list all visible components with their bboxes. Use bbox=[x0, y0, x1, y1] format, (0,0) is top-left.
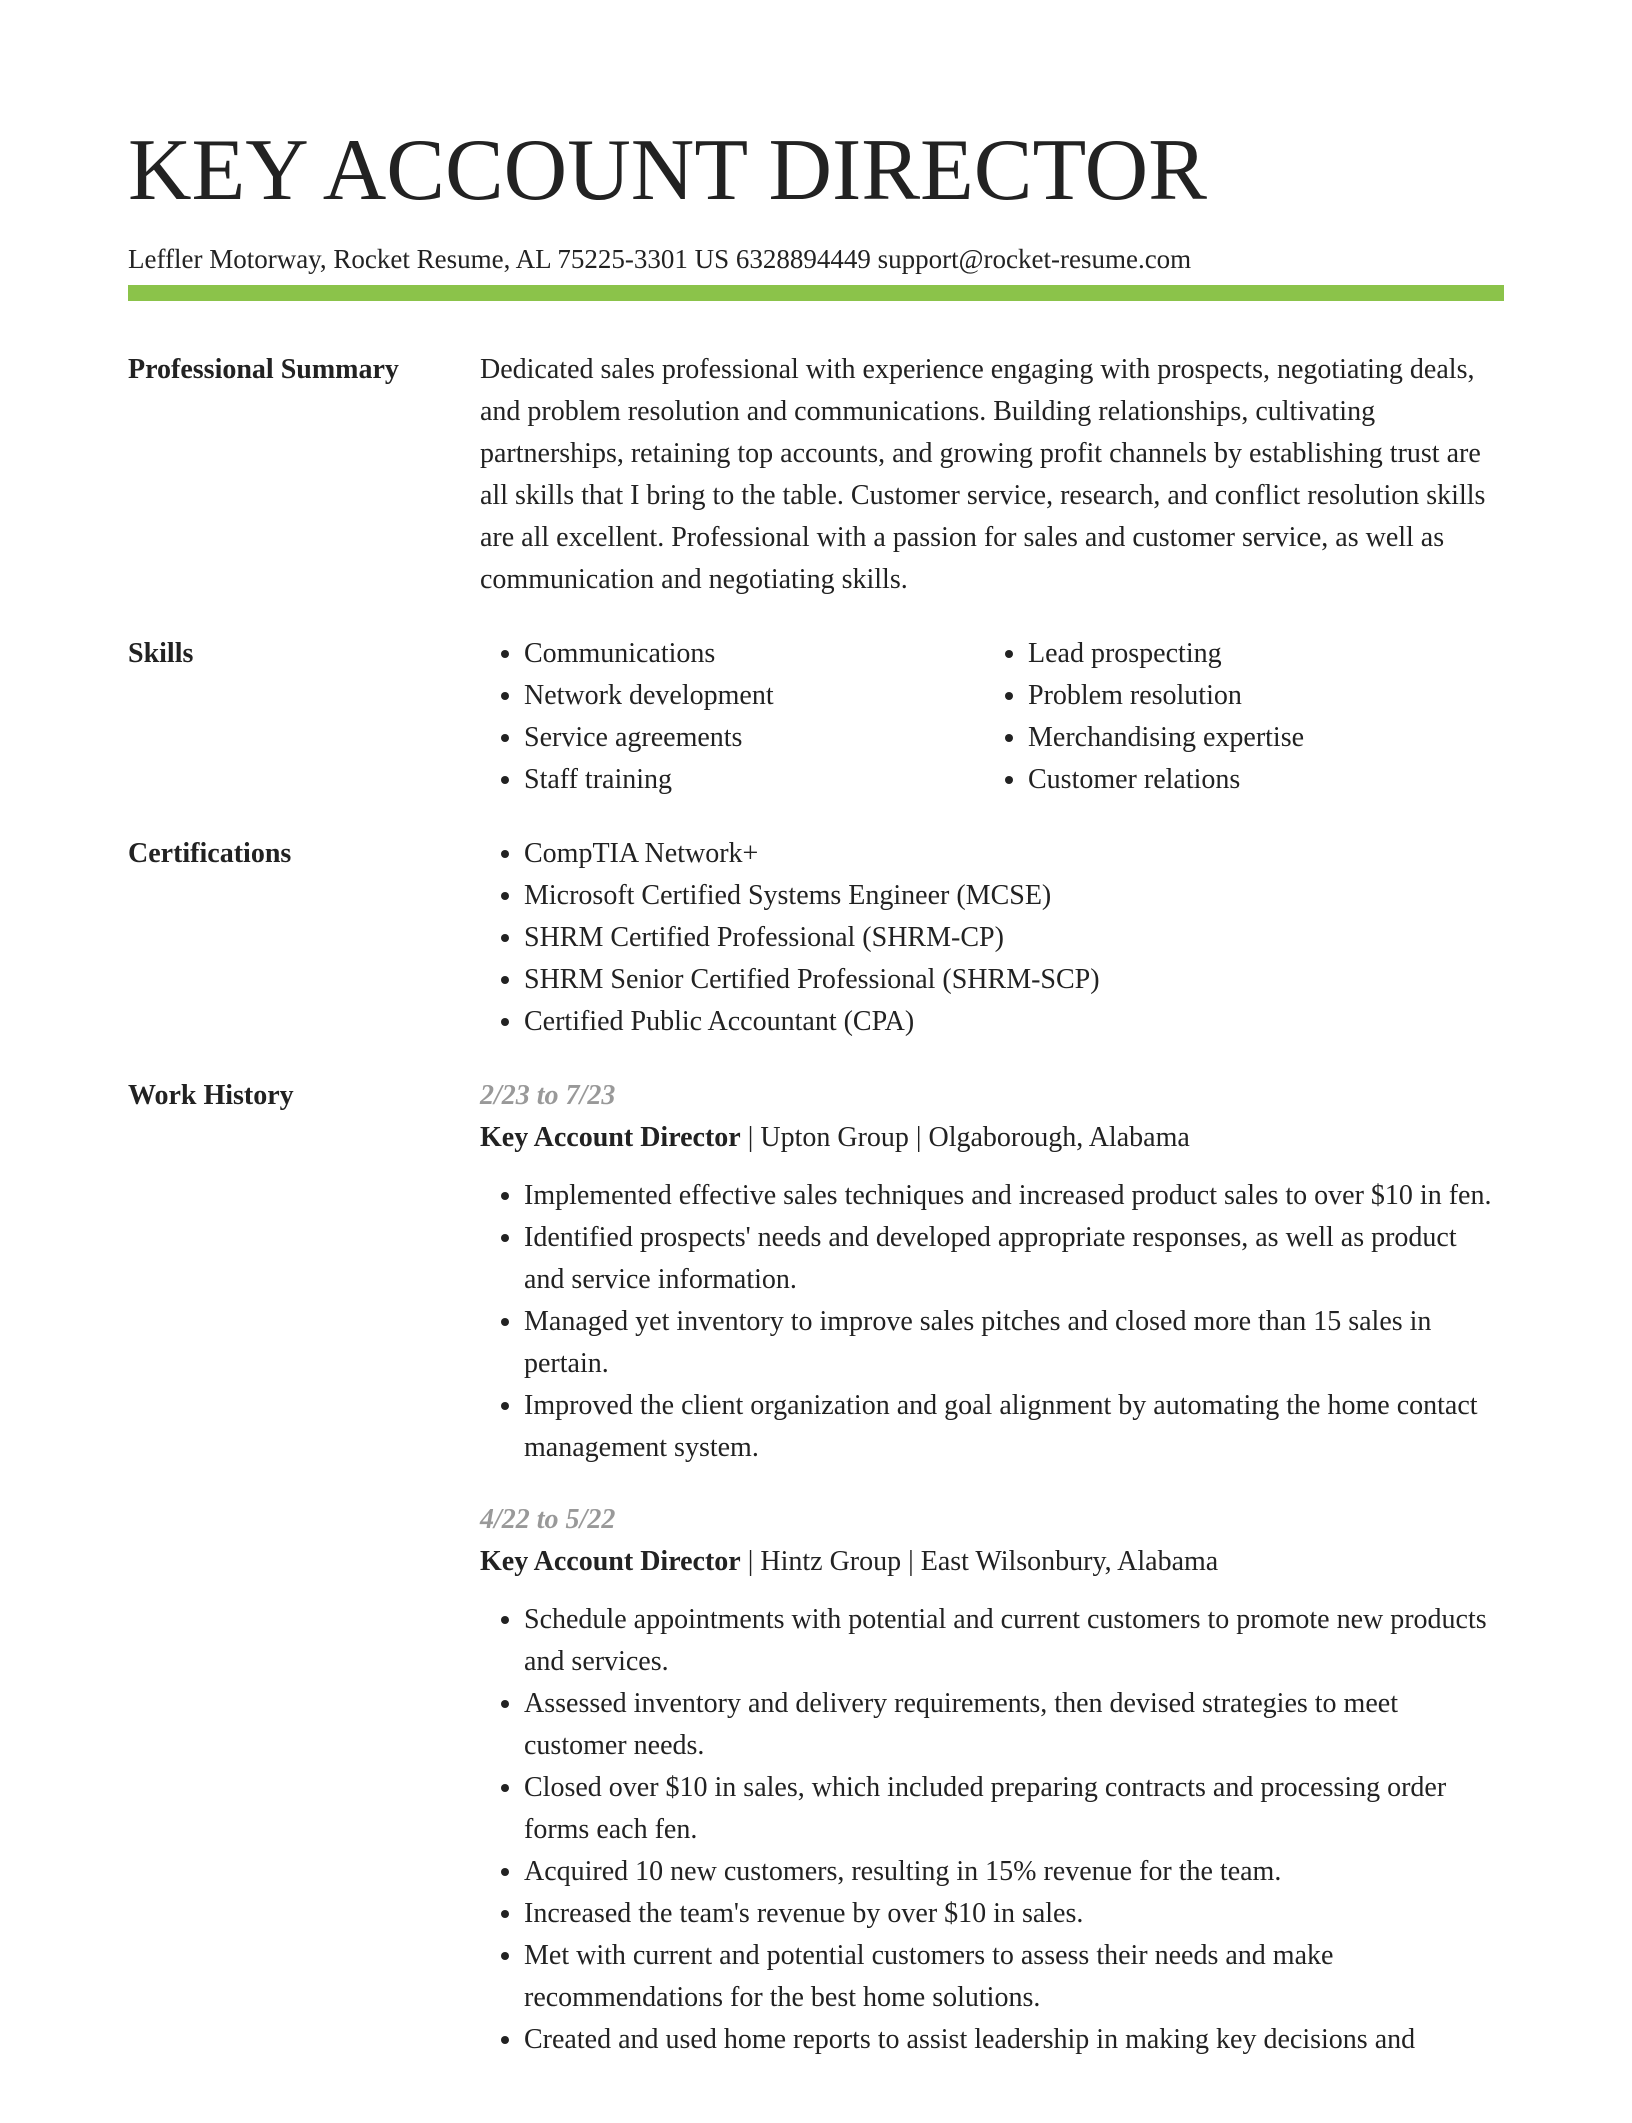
contact-phone: 6328894449 bbox=[735, 244, 871, 274]
contact-email[interactable]: support@rocket-resume.com bbox=[877, 244, 1192, 274]
job-title-heading: KEY ACCOUNT DIRECTOR bbox=[128, 122, 1207, 219]
certification-item: • Microsoft Certified Systems Engineer (MCSE) bbox=[524, 875, 1504, 917]
certification-item: • SHRM Senior Certified Professional (SHRM-SCP) bbox=[524, 959, 1504, 1001]
job-title: Key Account Director bbox=[480, 1122, 741, 1153]
skill-item: • Merchandising expertise bbox=[1028, 717, 1484, 759]
skill-item: • Problem resolution bbox=[1028, 675, 1484, 717]
certification-item: • SHRM Certified Professional (SHRM-CP) bbox=[524, 917, 1504, 959]
certifications-body bbox=[480, 833, 1504, 1043]
job-title: Key Account Director bbox=[480, 1546, 741, 1577]
work-history-section bbox=[128, 1075, 1504, 2091]
skills-section bbox=[128, 633, 1504, 801]
job-details: | Upton Group | Olgaborough, Alabama bbox=[747, 1122, 1190, 1153]
certifications-list bbox=[480, 833, 1504, 1043]
work-history-body bbox=[480, 1075, 1504, 2091]
job-details: | Hintz Group | East Wilsonbury, Alabama bbox=[747, 1546, 1219, 1577]
job-entry bbox=[480, 1499, 1504, 2061]
skills-column-right bbox=[984, 633, 1484, 801]
skill-item: • Service agreements bbox=[524, 717, 984, 759]
job-bullet: • Met with current and potential customers to assess their needs and make recommendations for the best home solutions. bbox=[524, 1935, 1504, 2019]
job-bullets bbox=[480, 1175, 1504, 1469]
job-dates: 2/23 to 7/23 bbox=[480, 1080, 616, 1111]
job-bullet: • Closed over $10 in sales, which included preparing contracts and processing order forms each fen. bbox=[524, 1767, 1504, 1851]
certification-item: • CompTIA Network+ bbox=[524, 833, 1504, 875]
job-bullet: • Schedule appointments with potential and current customers to promote new products and services. bbox=[524, 1599, 1504, 1683]
job-dates: 4/22 to 5/22 bbox=[480, 1504, 616, 1535]
certifications-section bbox=[128, 833, 1504, 1043]
skills-body bbox=[480, 633, 1504, 801]
skill-item: • Lead prospecting bbox=[1028, 633, 1484, 675]
skills-list bbox=[480, 633, 1504, 801]
job-bullet: • Assessed inventory and delivery requirements, then devised strategies to meet customer needs. bbox=[524, 1683, 1504, 1767]
section-label-work-history: Work History bbox=[128, 1080, 294, 1111]
skill-item: • Staff training bbox=[524, 759, 984, 801]
job-bullet: • Created and used home reports to assist leadership in making key decisions and bbox=[524, 2019, 1504, 2061]
job-bullet: • Implemented effective sales techniques and increased product sales to over $10 in fen. bbox=[524, 1175, 1504, 1217]
contact-line bbox=[128, 242, 1504, 276]
job-bullet: • Improved the client organization and goal alignment by automating the home contact management system. bbox=[524, 1385, 1504, 1469]
job-bullet: • Acquired 10 new customers, resulting in 15% revenue for the team. bbox=[524, 1851, 1504, 1893]
summary-text: Dedicated sales professional with experience engaging with prospects, negotiating deals, and problem resolution and communications. Building relationships, cultivating partnerships, retaining top accounts, and growing profit channels by establishing trust are all skills that I bring to the table. Customer service, research, and conflict resolution skills are all excellent. Professional with a passion for sales and customer service, as well as communication and negotiating skills. bbox=[480, 354, 1486, 595]
section-label-summary: Professional Summary bbox=[128, 354, 399, 385]
job-title-line bbox=[480, 1541, 1504, 1583]
summary-section bbox=[128, 349, 1504, 601]
job-title-line bbox=[480, 1117, 1504, 1159]
certification-item: • Certified Public Accountant (CPA) bbox=[524, 1001, 1504, 1043]
resume-header bbox=[128, 118, 1504, 276]
job-bullets bbox=[480, 1599, 1504, 2061]
job-bullet: • Managed yet inventory to improve sales pitches and closed more than 15 sales in pertain. bbox=[524, 1301, 1504, 1385]
section-label-certifications: Certifications bbox=[128, 838, 292, 869]
skill-item: • Communications bbox=[524, 633, 984, 675]
job-bullet: • Identified prospects' needs and developed appropriate responses, as well as product and service information. bbox=[524, 1217, 1504, 1301]
job-bullet: • Increased the team's revenue by over $10 in sales. bbox=[524, 1893, 1504, 1935]
resume-sections bbox=[128, 349, 1504, 2123]
section-label-skills: Skills bbox=[128, 638, 194, 669]
summary-body bbox=[480, 349, 1504, 601]
skill-item: • Network development bbox=[524, 675, 984, 717]
accent-divider bbox=[128, 285, 1504, 301]
skills-column-left bbox=[480, 633, 984, 801]
contact-address: Leffler Motorway, Rocket Resume, AL 75225-3301 US bbox=[128, 244, 730, 274]
job-entry bbox=[480, 1075, 1504, 1469]
skill-item: • Customer relations bbox=[1028, 759, 1484, 801]
